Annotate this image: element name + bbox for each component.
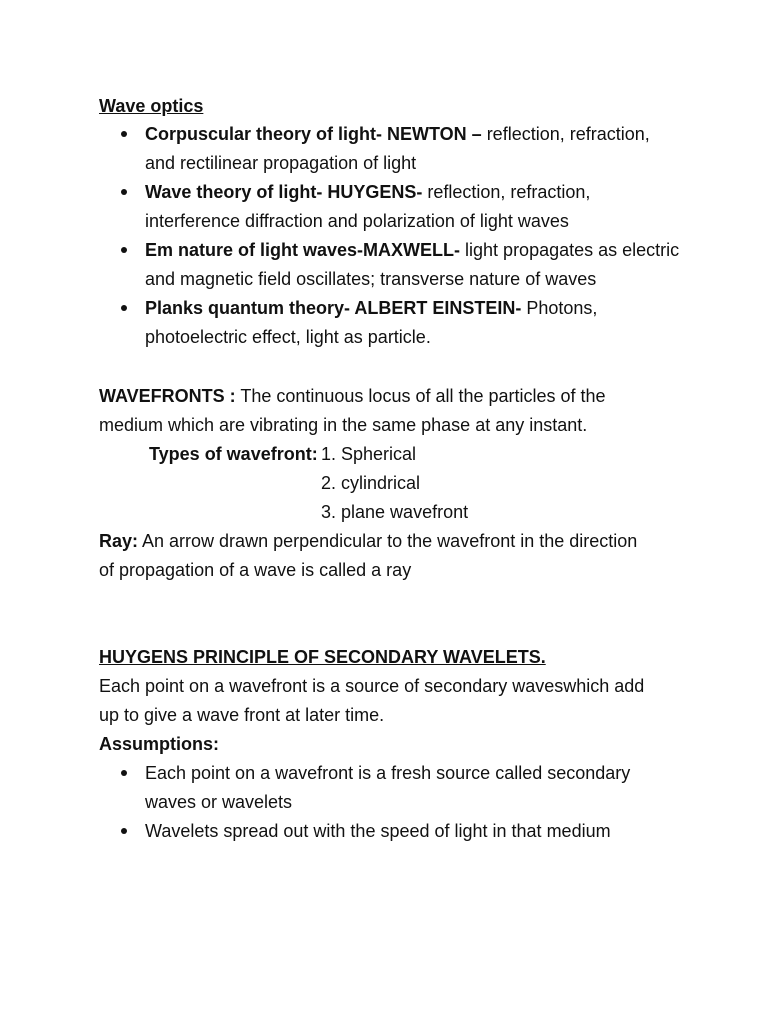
- huygens-text-continuation: up to give a wave front at later time.: [99, 705, 385, 725]
- assumption-item-continuation: waves or wavelets: [145, 792, 293, 812]
- wavefront-type: 1. Spherical: [321, 444, 417, 464]
- item-text: Photons,: [521, 298, 598, 318]
- assumption-item: Each point on a wavefront is a fresh source called secondary: [145, 763, 631, 783]
- ray-definition: [99, 527, 637, 556]
- wavefronts-label: WAVEFRONTS :: [99, 386, 236, 406]
- assumptions-label: Assumptions:: [99, 734, 220, 754]
- bullet-icon: [121, 828, 127, 834]
- item-term: Corpuscular theory of light- NEWTON –: [145, 124, 482, 144]
- wavefronts-definition: [99, 382, 606, 411]
- wave-optics-heading: Wave optics: [99, 96, 204, 116]
- item-continuation: photoelectric effect, light as particle.: [145, 327, 431, 347]
- item-continuation: and rectilinear propagation of light: [145, 153, 417, 173]
- ray-label: Ray:: [99, 531, 139, 551]
- item-text: reflection, refraction,: [422, 182, 591, 202]
- item-term: Em nature of light waves-MAXWELL-: [145, 240, 461, 260]
- wavefront-type: 3. plane wavefront: [321, 502, 469, 522]
- item-term: Wave theory of light- HUYGENS-: [145, 182, 423, 202]
- huygens-text: Each point on a wavefront is a source of secondary waveswhich add: [99, 676, 645, 696]
- huygens-heading: HUYGENS PRINCIPLE OF SECONDARY WAVELETS.: [99, 647, 546, 667]
- item-continuation: interference diffraction and polarization of light waves: [145, 211, 569, 231]
- wavefronts-text: The continuous locus of all the particles of the: [235, 386, 606, 406]
- assumption-item: Wavelets spread out with the speed of light in that medium: [145, 821, 611, 841]
- item-continuation: and magnetic field oscillates; transverse nature of waves: [145, 269, 597, 289]
- ray-text: An arrow drawn perpendicular to the wavefront in the direction: [138, 531, 638, 551]
- wavefronts-text-continuation: medium which are vibrating in the same phase at any instant.: [99, 415, 588, 435]
- types-label: Types of wavefront:: [149, 444, 318, 464]
- ray-text-continuation: of propagation of a wave is called a ray: [99, 560, 412, 580]
- item-text: reflection, refraction,: [481, 124, 650, 144]
- bullet-icon: [121, 131, 127, 137]
- bullet-icon: [121, 247, 127, 253]
- bullet-icon: [121, 189, 127, 195]
- item-text: light propagates as electric: [460, 240, 680, 260]
- item-term: Planks quantum theory- ALBERT EINSTEIN-: [145, 298, 522, 318]
- list-item: [145, 178, 590, 207]
- list-item: [145, 236, 679, 265]
- list-item: [145, 294, 597, 323]
- list-item: [145, 120, 650, 149]
- bullet-icon: [121, 305, 127, 311]
- bullet-icon: [121, 770, 127, 776]
- wavefront-type: 2. cylindrical: [321, 473, 421, 493]
